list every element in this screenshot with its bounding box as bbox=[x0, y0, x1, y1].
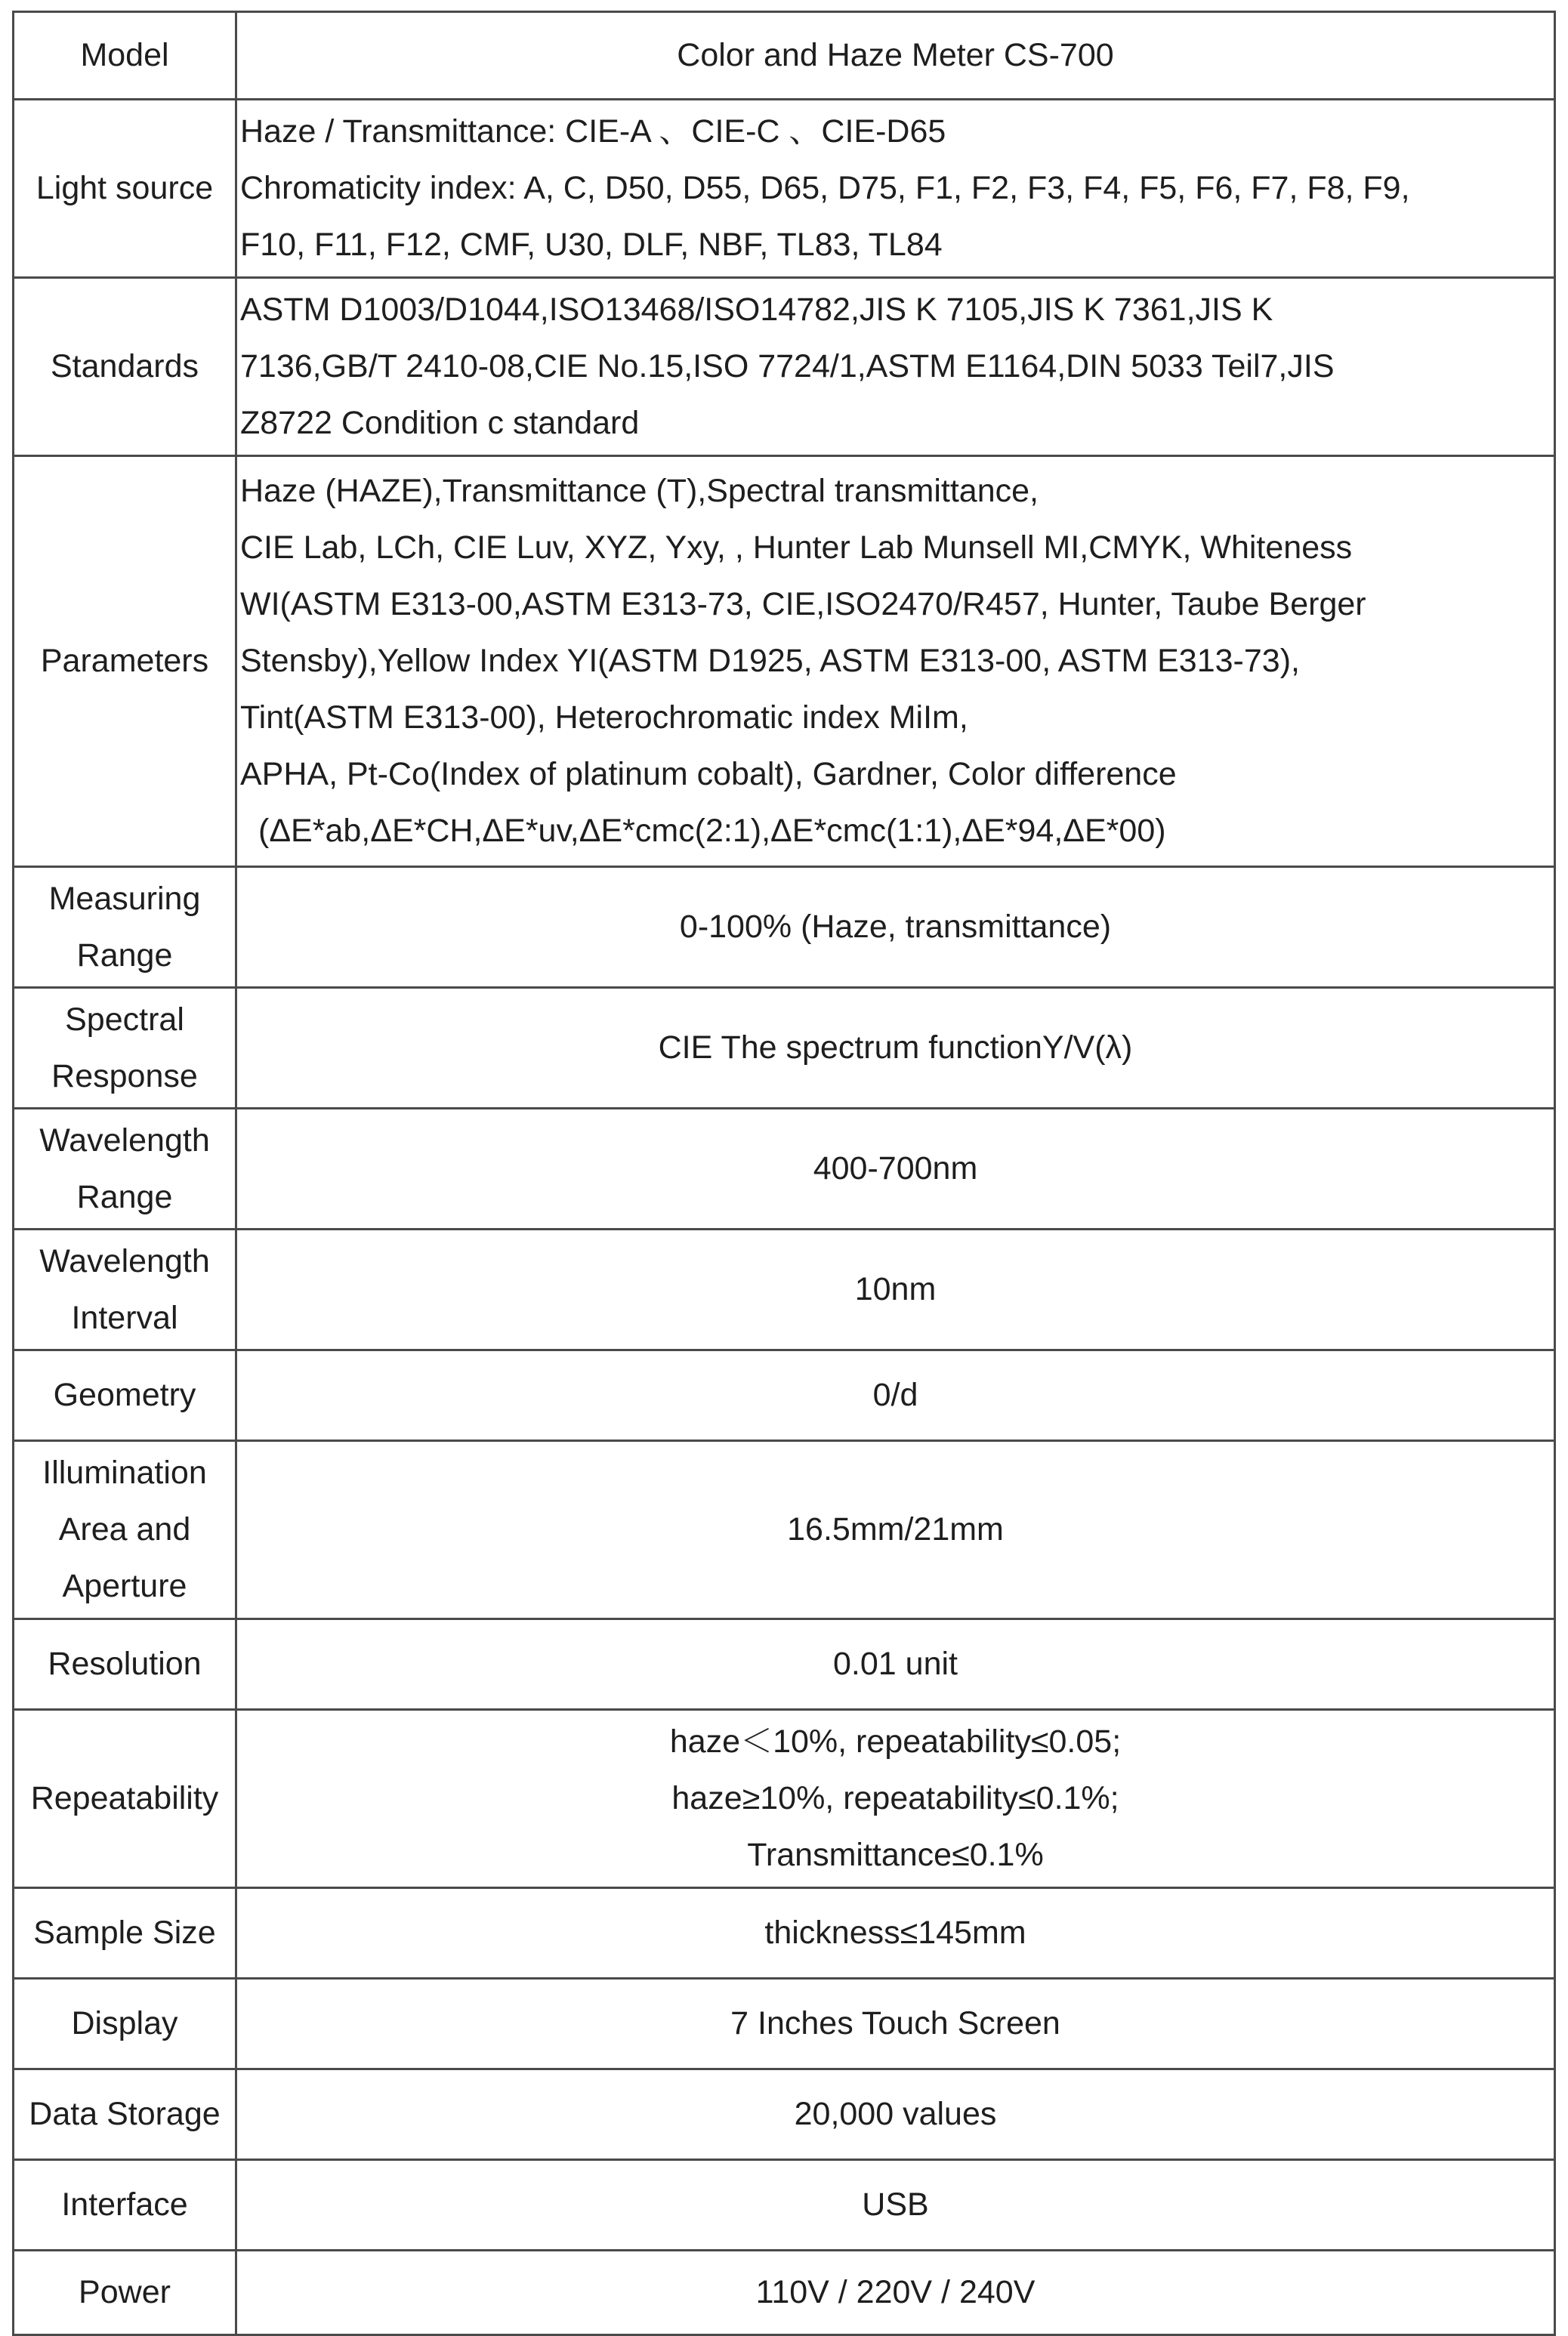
spec-value bbox=[236, 2160, 1555, 2251]
spec-value-line: Transmittance≤0.1% bbox=[747, 1837, 1044, 1873]
spec-value-line: 400-700nm bbox=[813, 1150, 978, 1187]
spec-value-line: 7136,GB/T 2410-08,CIE No.15,ISO 7724/1,ASTM E1164,DIN 5033 Teil7,JIS bbox=[240, 348, 1335, 384]
spec-value-line: CIE Lab, LCh, CIE Luv, XYZ, Yxy, , Hunter Lab Munsell MI,CMYK, Whiteness bbox=[240, 529, 1353, 566]
spec-label bbox=[14, 12, 236, 100]
spec-value-line: 110V / 220V / 240V bbox=[755, 2274, 1036, 2310]
spec-row bbox=[14, 2251, 1555, 2335]
spec-label bbox=[14, 867, 236, 988]
spec-label bbox=[14, 1619, 236, 1710]
spec-label-line: Range bbox=[76, 1178, 173, 1215]
spec-value bbox=[236, 12, 1555, 100]
spec-value bbox=[236, 456, 1555, 867]
spec-value-line: Color and Haze Meter CS-700 bbox=[677, 37, 1114, 73]
spec-value-line: Chromaticity index: A, C, D50, D55, D65, D75, F1, F2, F3, F4, F5, F6, F7, F8, F9, bbox=[240, 170, 1410, 206]
spec-label-line: Illumination bbox=[42, 1455, 207, 1491]
spec-row bbox=[14, 867, 1555, 988]
spec-value-line: 20,000 values bbox=[794, 2096, 997, 2132]
spec-label bbox=[14, 2251, 236, 2335]
spec-label bbox=[14, 1888, 236, 1979]
spec-value-line: ASTM D1003/D1044,ISO13468/ISO14782,JIS K 7105,JIS K 7361,JIS K bbox=[240, 292, 1273, 328]
spec-label-line: Measuring bbox=[48, 880, 201, 917]
spec-value-line: haze≥10%, repeatability≤0.1%; bbox=[671, 1780, 1119, 1816]
spec-row bbox=[14, 1710, 1555, 1888]
spec-value-line: 0/d bbox=[872, 1377, 918, 1413]
spec-row bbox=[14, 1350, 1555, 1441]
spec-value bbox=[236, 1350, 1555, 1441]
spec-row bbox=[14, 1441, 1555, 1619]
spec-label-line: Model bbox=[80, 37, 169, 73]
spec-value bbox=[236, 1888, 1555, 1979]
spec-row bbox=[14, 1888, 1555, 1979]
spec-value-line: F10, F11, F12, CMF, U30, DLF, NBF, TL83, TL84 bbox=[240, 227, 943, 263]
spec-label-line: Parameters bbox=[40, 643, 209, 679]
spec-value bbox=[236, 1710, 1555, 1888]
spec-label bbox=[14, 456, 236, 867]
spec-value-line: Haze / Transmittance: CIE-A 、CIE-C 、CIE-D65 bbox=[240, 113, 946, 150]
spec-label bbox=[14, 2160, 236, 2251]
spec-row bbox=[14, 1619, 1555, 1710]
spec-label bbox=[14, 100, 236, 278]
spec-row bbox=[14, 2069, 1555, 2160]
spec-value bbox=[236, 988, 1555, 1109]
spec-label-line: Spectral bbox=[65, 1001, 184, 1038]
spec-label bbox=[14, 1710, 236, 1888]
spec-value-line: USB bbox=[862, 2186, 929, 2223]
spec-label-line: Response bbox=[51, 1057, 198, 1094]
spec-row bbox=[14, 988, 1555, 1109]
spec-row bbox=[14, 100, 1555, 278]
spec-row bbox=[14, 2160, 1555, 2251]
spec-value bbox=[236, 1441, 1555, 1619]
spec-value bbox=[236, 867, 1555, 988]
spec-row bbox=[14, 456, 1555, 867]
spec-label bbox=[14, 1350, 236, 1441]
spec-value-line: 7 Inches Touch Screen bbox=[730, 2005, 1060, 2041]
spec-value-line: 0-100% (Haze, transmittance) bbox=[679, 909, 1112, 945]
spec-table bbox=[12, 11, 1556, 2336]
spec-value-line: 10nm bbox=[854, 1271, 937, 1307]
spec-label bbox=[14, 1109, 236, 1230]
spec-label bbox=[14, 2069, 236, 2160]
spec-label bbox=[14, 1441, 236, 1619]
spec-label bbox=[14, 1230, 236, 1350]
spec-row bbox=[14, 12, 1555, 100]
spec-label-line: Repeatability bbox=[30, 1780, 219, 1816]
spec-value-line: WI(ASTM E313-00,ASTM E313-73, CIE,ISO2470/R457, Hunter, Taube Berger bbox=[240, 586, 1366, 622]
spec-table-body bbox=[14, 12, 1555, 2335]
spec-label-line: Data Storage bbox=[29, 2096, 221, 2132]
spec-label-line: Interface bbox=[61, 2186, 188, 2223]
spec-value-line: haze＜10%, repeatability≤0.05; bbox=[669, 1723, 1122, 1760]
spec-label bbox=[14, 988, 236, 1109]
spec-row bbox=[14, 1109, 1555, 1230]
spec-label-line: Standards bbox=[50, 348, 199, 384]
spec-value-line: CIE The spectrum functionY/V(λ) bbox=[658, 1029, 1133, 1066]
spec-label bbox=[14, 1979, 236, 2069]
spec-value bbox=[236, 1230, 1555, 1350]
spec-label-line: Light source bbox=[35, 170, 214, 206]
spec-label-line: Area and bbox=[58, 1511, 191, 1548]
spec-value-line: Haze (HAZE),Transmittance (T),Spectral transmittance, bbox=[240, 473, 1039, 509]
spec-label-line: Resolution bbox=[48, 1646, 202, 1682]
spec-value bbox=[236, 1619, 1555, 1710]
spec-value-line: thickness≤145mm bbox=[764, 1915, 1026, 1951]
spec-value bbox=[236, 278, 1555, 456]
spec-row bbox=[14, 1979, 1555, 2069]
spec-label-line: Power bbox=[79, 2274, 171, 2310]
spec-label-line: Range bbox=[76, 937, 173, 974]
spec-value-line: Stensby),Yellow Index YI(ASTM D1925, ASTM E313-00, ASTM E313-73), bbox=[240, 643, 1300, 679]
spec-value bbox=[236, 2251, 1555, 2335]
spec-value-line: 16.5mm/21mm bbox=[787, 1511, 1004, 1548]
spec-label-line: Wavelength bbox=[39, 1242, 210, 1279]
spec-value-line: APHA, Pt-Co(Index of platinum cobalt), Gardner, Color difference bbox=[240, 756, 1177, 792]
spec-label-line: Wavelength bbox=[39, 1122, 210, 1159]
spec-row bbox=[14, 278, 1555, 456]
spec-label-line: Aperture bbox=[62, 1568, 187, 1604]
spec-label-line: Sample Size bbox=[33, 1915, 216, 1951]
spec-row bbox=[14, 1230, 1555, 1350]
spec-value-line: Tint(ASTM E313-00), Heterochromatic index MiIm, bbox=[240, 699, 968, 736]
spec-label bbox=[14, 278, 236, 456]
spec-value-line: Z8722 Condition c standard bbox=[240, 405, 640, 441]
spec-value-line: (ΔE*ab,ΔE*CH,ΔE*uv,ΔE*cmc(2:1),ΔE*cmc(1:1),ΔE*94,ΔE*00) bbox=[258, 813, 1166, 849]
spec-value bbox=[236, 100, 1555, 278]
spec-value bbox=[236, 2069, 1555, 2160]
spec-value-line: 0.01 unit bbox=[833, 1646, 958, 1682]
spec-value bbox=[236, 1979, 1555, 2069]
spec-label-line: Interval bbox=[71, 1299, 178, 1336]
spec-label-line: Geometry bbox=[53, 1377, 196, 1413]
spec-value bbox=[236, 1109, 1555, 1230]
spec-label-line: Display bbox=[71, 2005, 178, 2041]
